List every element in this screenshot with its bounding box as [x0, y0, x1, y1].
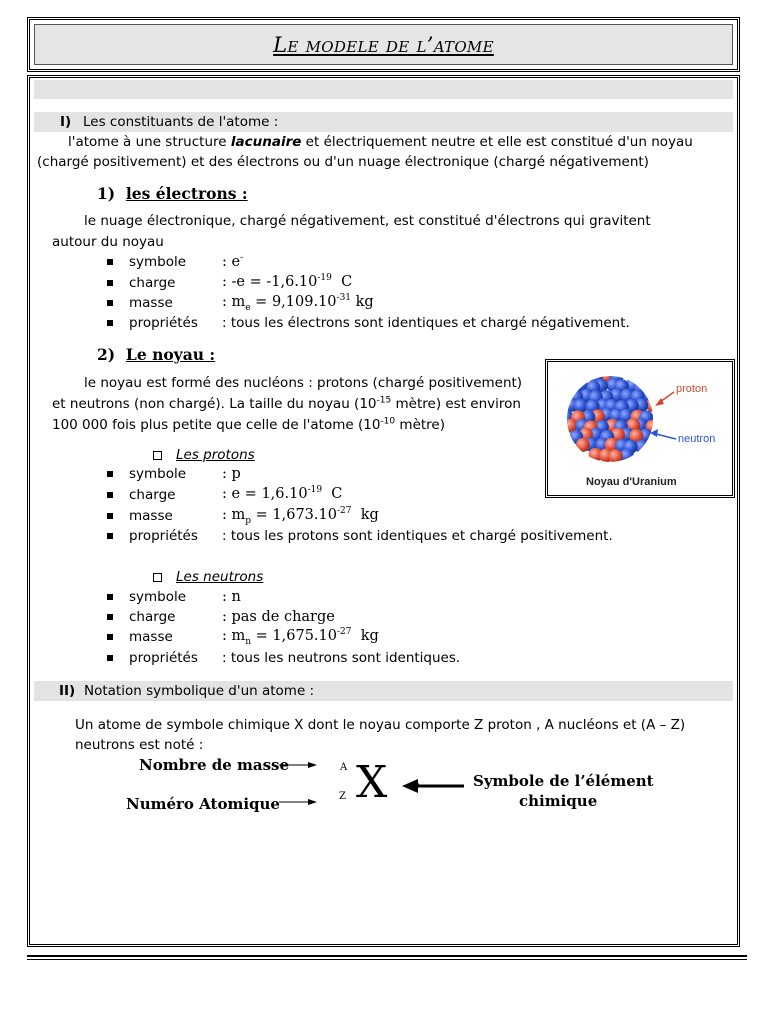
section2-heading: Notation symbolique d'un atome : — [84, 683, 315, 699]
section1-heading: Les constituants de l'atome : — [83, 114, 279, 130]
neutron-props-value: : tous les neutrons sont identiques. — [222, 650, 461, 666]
neutron-mass-unit: kg — [360, 628, 379, 644]
electron-mass-unit: kg — [355, 294, 374, 310]
neutron-mass-number: = 1,675.10 — [251, 628, 337, 644]
electron-mass-value — [222, 293, 374, 313]
proton-ball — [609, 449, 623, 463]
electrons-number: 1) — [97, 184, 116, 203]
proton-charge-unit: C — [331, 486, 343, 502]
proton-mass-sub: p — [245, 515, 252, 526]
checkbox-square-icon — [153, 451, 162, 460]
electron-props-value: : tous les électrons sont identiques et chargé négativement. — [222, 315, 630, 331]
mass-number-label: Nombre de masse — [139, 756, 290, 774]
mass-arrowhead — [308, 762, 317, 768]
bullet — [107, 300, 113, 306]
noyau-desc3 — [52, 417, 445, 434]
proton-mass-label: masse — [129, 508, 173, 524]
proton-charge-value — [222, 486, 342, 502]
neutron-props-label: propriétés — [129, 650, 198, 666]
section2-desc2: neutrons est noté : — [75, 737, 204, 753]
noyau-desc3-b: mètre) — [395, 417, 445, 433]
proton-charge-text: : e = 1,6.10 — [222, 486, 308, 502]
noyau-desc2-a: et neutrons (non chargé). La taille du noyau (10 — [52, 396, 377, 412]
neutron-label: neutron — [678, 433, 716, 445]
electron-symbol-sup: - — [240, 253, 244, 264]
proton-mass-number: = 1,673.10 — [251, 507, 337, 523]
electron-symbol-label: symbole — [129, 254, 187, 270]
noyau-heading — [97, 345, 215, 364]
noyau-desc3-exp: -10 — [380, 416, 396, 427]
noyau-desc2-exp: -15 — [376, 395, 392, 406]
electron-mass-label: masse — [129, 295, 173, 311]
neutron-symbol-value: : n — [222, 589, 241, 605]
protons-heading: Les protons — [176, 447, 255, 463]
electron-symbol-text: : e — [222, 254, 241, 270]
proton-props-label: propriétés — [129, 528, 198, 544]
noyau-desc1: le noyau est formé des nucléons : protons (chargé positivement) — [84, 375, 523, 391]
neutron-charge-label: charge — [129, 609, 176, 625]
symbol-label-line1: Symbole de l’élément — [473, 772, 654, 790]
section1-line1 — [68, 134, 693, 151]
bullet — [107, 259, 113, 265]
symbol-arrowhead — [402, 779, 418, 793]
electron-charge-label: charge — [129, 275, 176, 291]
title-box — [27, 17, 740, 72]
page-title: Le modele de l’atome — [273, 32, 494, 57]
symbol-label-line2: chimique — [519, 792, 598, 810]
electron-mass-exp: -31 — [336, 293, 352, 304]
electron-charge-text: : -e = -1,6.10 — [222, 274, 318, 290]
neutron-mass-label: masse — [129, 629, 173, 645]
electron-mass-text: : m — [222, 294, 246, 310]
lacunaire-term: lacunaire — [230, 134, 302, 150]
nucleus-illustration — [548, 362, 732, 495]
neutron-mass-value — [222, 627, 379, 647]
atomic-number-Z: Z — [339, 791, 346, 802]
proton-props-value: : tous les protons sont identiques et chargé positivement. — [222, 528, 613, 544]
bullet — [107, 655, 113, 661]
neutron-charge-value: : pas de charge — [222, 609, 335, 625]
electron-charge-unit: C — [341, 274, 353, 290]
bullet — [107, 471, 113, 477]
proton-charge-exp: -19 — [307, 485, 323, 496]
bullet — [107, 280, 113, 286]
proton-mass-text: : m — [222, 507, 246, 523]
noyau-desc2-b: mètre) est environ — [391, 396, 521, 412]
bullet — [107, 513, 113, 519]
proton-ball — [576, 438, 590, 452]
electron-mass-number: = 9,109.10 — [250, 294, 337, 310]
noyau-desc2 — [52, 396, 521, 413]
bullet — [107, 533, 113, 539]
atomic-number-label: Numéro Atomique — [126, 795, 280, 813]
electron-charge-value — [222, 274, 352, 290]
mass-number-A: A — [340, 762, 348, 773]
proton-label: proton — [676, 383, 708, 395]
electrons-heading — [97, 184, 248, 203]
figure-caption: Noyau d'Uranium — [586, 476, 677, 488]
top-grey-bar — [34, 80, 733, 99]
neutron-symbol-label: symbole — [129, 589, 187, 605]
section1-line1-b: et électriquement neutre et elle est constitué d'un noyau — [301, 134, 693, 150]
bottom-rule — [27, 955, 747, 960]
section2-desc1: Un atome de symbole chimique X dont le noyau comporte Z proton , A nucléons et (A – Z) — [75, 717, 686, 733]
title-banner — [34, 24, 733, 65]
electron-charge-exp: -19 — [317, 273, 332, 284]
electron-props-label: propriétés — [129, 315, 198, 331]
bullet — [107, 634, 113, 640]
noyau-number: 2) — [97, 345, 116, 364]
proton-mass-exp: -27 — [336, 506, 352, 517]
electrons-title: les électrons : — [125, 184, 248, 203]
noyau-desc3-a: 100 000 fois plus petite que celle de l'atome (10 — [52, 417, 381, 433]
atomic-arrowhead — [308, 799, 317, 805]
proton-mass-unit: kg — [360, 507, 379, 523]
electrons-desc2: autour du noyau — [52, 234, 164, 250]
bullet — [107, 614, 113, 620]
neutron-mass-text: : m — [222, 628, 246, 644]
electrons-desc1: le nuage électronique, chargé négativement, est constitué d'électrons qui gravitent — [84, 213, 651, 229]
uranium-nucleus-figure — [545, 359, 735, 498]
neutron-ball — [574, 399, 588, 413]
proton-charge-label: charge — [129, 487, 176, 503]
bullet — [107, 492, 113, 498]
electron-symbol-value — [222, 254, 243, 270]
section1-line1-a: l'atome à une structure — [68, 134, 231, 150]
electron-mass-sub: e — [245, 302, 251, 313]
checkbox-square-icon — [153, 573, 162, 582]
section1-number: I) — [60, 114, 72, 130]
bullet — [107, 320, 113, 326]
neutron-mass-sub: n — [245, 636, 252, 647]
symbol-arrow — [400, 776, 466, 796]
proton-mass-value — [222, 506, 379, 526]
noyau-title: Le noyau : — [125, 345, 216, 364]
neutron-mass-exp: -27 — [337, 627, 352, 638]
proton-symbol-value: : p — [222, 466, 241, 482]
neutrons-heading: Les neutrons — [176, 569, 264, 585]
section1-line2: (chargé positivement) et des électrons ou d'un nuage électronique (chargé négativement) — [37, 154, 649, 170]
element-symbol-X: X — [356, 757, 388, 808]
proton-symbol-label: symbole — [129, 466, 187, 482]
nucleus-balls — [559, 369, 659, 464]
bullet — [107, 594, 113, 600]
neutron-arrow — [656, 434, 676, 439]
section2-number: II) — [59, 683, 76, 699]
